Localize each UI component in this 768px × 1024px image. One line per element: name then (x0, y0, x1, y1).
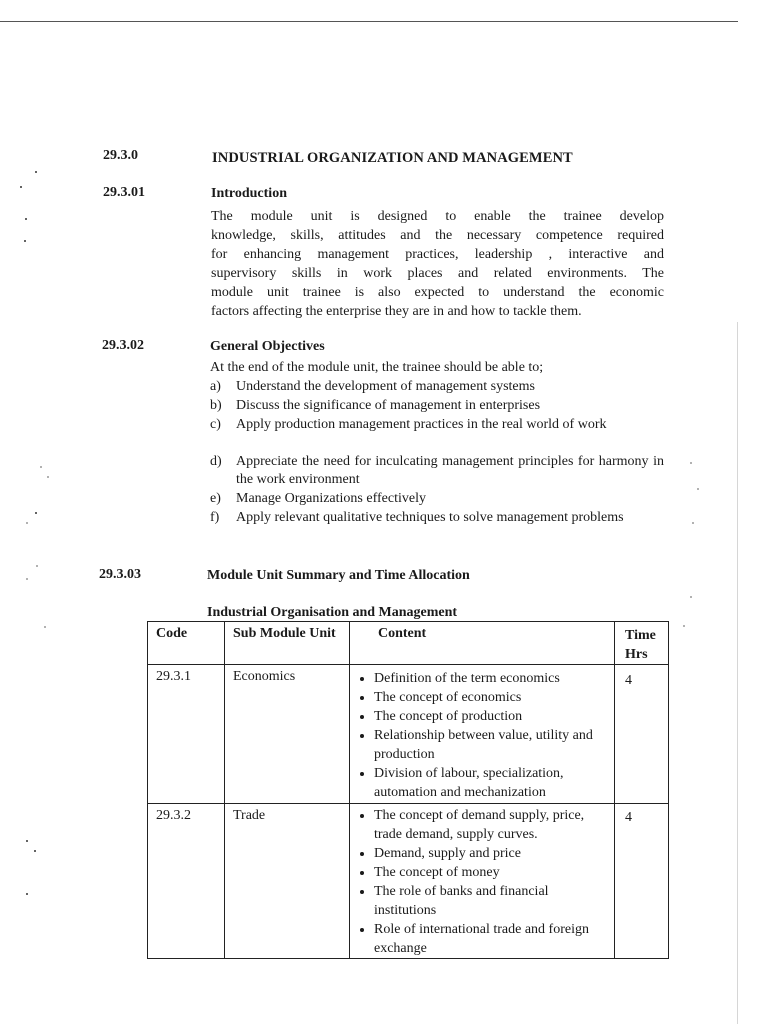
introduction-line: module unit trainee is also expected to understand the economic (211, 285, 664, 300)
page-top-rule (0, 21, 738, 22)
table-header-row (148, 622, 669, 665)
introduction-line: factors affecting the enterprise they are in and how to tackle them. (211, 304, 582, 319)
objectives-lead: At the end of the module unit, the trainee should be able to; (210, 360, 544, 375)
row-time: 4 (615, 804, 669, 959)
header-time: Time Hrs (615, 622, 669, 665)
objective-text: Discuss the significance of management in enterprises (236, 398, 541, 413)
header-sub-module: Sub Module Unit (225, 622, 350, 665)
module-summary-table (147, 621, 669, 959)
objective-text: Apply relevant qualitative techniques to solve management problems (236, 510, 624, 525)
row-code: 29.3.2 (148, 804, 225, 959)
objective-item (210, 397, 664, 415)
row-content (350, 665, 615, 804)
objectives-heading: General Objectives (210, 339, 325, 354)
summary-number: 29.3.03 (99, 567, 141, 582)
row-content (350, 804, 615, 959)
section-number: 29.3.0 (103, 148, 138, 163)
objective-marker: f) (210, 510, 220, 525)
content-item: • Definition of the term economics (374, 669, 608, 688)
content-item: • Role of international trade and foreign exchange (374, 920, 608, 958)
content-item: • Division of labour, specialization, automation and mechanization (374, 764, 608, 802)
objective-item (210, 509, 664, 527)
row-time: 4 (615, 665, 669, 804)
introduction-line: for enhancing management practices, leadership , interactive and (211, 247, 664, 262)
table-caption: Industrial Organisation and Management (207, 605, 458, 620)
content-list (350, 806, 614, 958)
objective-item (210, 490, 664, 508)
content-item: • The concept of production (374, 707, 608, 726)
summary-heading: Module Unit Summary and Time Allocation (207, 568, 470, 583)
scan-page-edge (737, 322, 738, 1024)
objective-item (210, 378, 664, 396)
table-row (148, 804, 669, 959)
content-item: • Demand, supply and price (374, 844, 608, 863)
row-sub-module: Trade (225, 804, 350, 959)
objectives-number: 29.3.02 (102, 338, 144, 353)
introduction-number: 29.3.01 (103, 185, 145, 200)
objective-marker: b) (210, 398, 222, 413)
objective-text: Appreciate the need for inculcating management principles for harmony in the work environment (236, 454, 664, 487)
content-item: • The role of banks and financial institutions (374, 882, 608, 920)
introduction-paragraph (211, 207, 664, 321)
header-code: Code (148, 622, 225, 665)
objective-marker: c) (210, 417, 221, 432)
content-item: • The concept of economics (374, 688, 608, 707)
section-title: INDUSTRIAL ORGANIZATION AND MANAGEMENT (212, 150, 573, 166)
introduction-line: knowledge, skills, attitudes and the necessary competence required (211, 228, 664, 243)
introduction-line: The module unit is designed to enable the trainee develop (211, 209, 664, 224)
content-item: • The concept of demand supply, price, trade demand, supply curves. (374, 806, 608, 844)
objective-marker: a) (210, 379, 221, 394)
objective-text: Apply production management practices in the real world of work (236, 417, 607, 432)
row-code: 29.3.1 (148, 665, 225, 804)
introduction-heading: Introduction (211, 186, 287, 201)
content-item: • Relationship between value, utility and production (374, 726, 608, 764)
row-sub-module: Economics (225, 665, 350, 804)
objective-item (210, 416, 664, 434)
objective-marker: d) (210, 454, 222, 469)
introduction-line: supervisory skills in work places and related environments. The (211, 266, 664, 281)
objective-text: Manage Organizations effectively (236, 491, 426, 506)
header-content: Content (350, 622, 615, 665)
objective-marker: e) (210, 491, 221, 506)
objective-text: Understand the development of management systems (236, 379, 535, 394)
table-row (148, 665, 669, 804)
content-item: • The concept of money (374, 863, 608, 882)
objective-item (210, 453, 664, 489)
content-list (350, 669, 614, 802)
